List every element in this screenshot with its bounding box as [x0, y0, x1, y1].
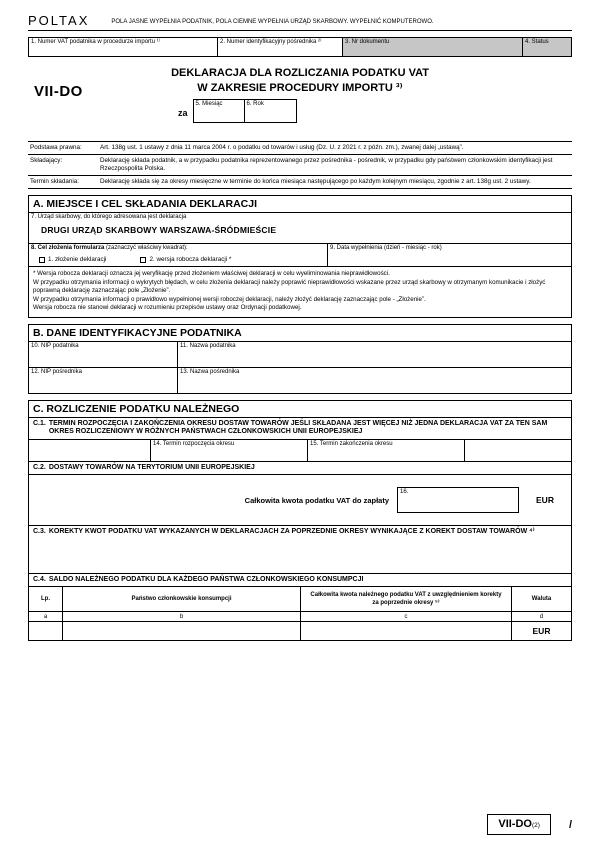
header-fields-row — [28, 37, 572, 57]
form-content — [28, 14, 572, 641]
period-za-label: za — [178, 108, 188, 118]
poltax-logo: POLTAX — [28, 13, 90, 28]
legal-info-block — [28, 141, 572, 189]
header-currency: Waluta — [531, 596, 552, 602]
form-symbol: VII-DO — [34, 83, 83, 100]
subsection-c2-title — [29, 462, 571, 476]
form-title-line1: DEKLARACJA DLA ROZLICZANIA PODATKU VAT — [171, 67, 429, 79]
subsection-c2 — [28, 461, 572, 527]
subsection-c2-number: C.2. — [33, 463, 46, 471]
row-taxpayer — [28, 341, 572, 368]
legal-row-filer-text: Deklarację składa podatnik, a w przypadku podatnika reprezentowanego przez pośrednika - pośrednik, w przypadku gdy państwem członkowskim identyfikacji jest Rzeczpospolita Polska. — [100, 157, 553, 172]
subsection-c3-title — [29, 526, 571, 539]
footnote-line: Wersja robocza nie stanowi deklaracji w rozumieniu przepisów ustawy oraz Ordynacji podatkowej. — [33, 304, 302, 311]
field-tax-office-label: 7. Urząd skarbowy, do którego adresowana jest deklaracja — [31, 214, 187, 220]
field-taxpayer-name-label: 11. Nazwa podatnika — [180, 342, 236, 349]
footer-form-symbol: VII-DO — [498, 818, 532, 830]
section-a — [28, 195, 572, 318]
option-draft-declaration-label: 2. wersja robocza deklaracji * — [149, 256, 232, 263]
field-period-start-label: 14. Termin rozpoczęcia okresu — [153, 440, 235, 447]
corrections-blank-area — [29, 539, 571, 573]
field-vat-number[interactable] — [28, 37, 218, 57]
field-filing-purpose-label-line — [29, 244, 327, 253]
field-intermediary-id[interactable] — [218, 37, 343, 57]
section-c — [28, 400, 572, 642]
filing-purpose-options — [29, 253, 327, 263]
field-vat-number-label: 1. Numer VAT podatnika w procedurze importu ¹⁾ — [31, 39, 161, 45]
legal-row-deadline — [28, 175, 572, 188]
legal-row-basis-text: Art. 138g ust. 1 ustawy z dnia 11 marca 2004 r. o podatku od towarów i usług (Dz. U. z 2021 r. z późn. zm.), zwanej dalej „ustawą”. — [100, 144, 464, 151]
footnote-line: * Wersja robocza deklaracji oznacza jej weryfikację przed złożeniem właściwej deklaracji w celu wyeliminowania nieprawidłowości. — [33, 270, 390, 277]
column-letter: b — [63, 612, 301, 621]
total-vat-currency: EUR — [536, 495, 554, 505]
field-intermediary-name-label: 13. Nazwa pośrednika — [180, 368, 240, 375]
period-box — [193, 99, 297, 123]
period-row — [178, 99, 572, 123]
subsection-c3 — [28, 525, 572, 574]
draft-version-footnote — [28, 266, 572, 318]
legal-row-deadline-label: Termin składania: — [30, 178, 79, 185]
field-filing-purpose — [28, 243, 328, 267]
subsection-c1 — [28, 417, 572, 462]
section-c-header: C. ROZLICZENIE PODATKU NALEŻNEGO — [28, 400, 572, 418]
field-intermediary-id-label: 2. Numer identyfikacyjny pośrednika ²⁾ — [220, 39, 322, 45]
legal-row-filer-label: Składający: — [30, 157, 63, 164]
legal-row-deadline-text: Deklarację składa się za okresy miesięczne w terminie do końca miesiąca następującego po każdym kolejnym miesiącu, zgodnie z art. 138g ust. 2 ustawy. — [100, 178, 531, 185]
fill-instructions: POLA JASNE WYPEŁNIA PODATNIK, POLA CIEMNE WYPEŁNIA URZĄD SKARBOWY. WYPEŁNIĆ KOMPUTEROWO. — [111, 19, 434, 25]
form-version-box — [487, 814, 551, 835]
field-taxpayer-name[interactable] — [178, 341, 572, 368]
field-tax-office[interactable] — [28, 212, 572, 244]
column-letter: a — [29, 612, 63, 621]
cell-vat-amount[interactable] — [301, 622, 512, 640]
column-letter: d — [539, 613, 544, 620]
form-title-line2: W ZAKRESIE PROCEDURY IMPORTU ³⁾ — [197, 82, 403, 94]
field-total-vat-amount[interactable] — [397, 487, 519, 513]
option-declaration-submission-label: 1. złożenie deklaracji — [48, 256, 107, 263]
field-year-label: 6. Rok — [246, 101, 264, 107]
subsection-c4-text: SALDO NALEŻNEGO PODATKU DLA KAŻDEGO PAŃSTWA CZŁONKOWSKIEGO KONSUMPCJI — [48, 575, 364, 583]
field-tax-office-value: DRUGI URZĄD SKARBOWY WARSZAWA-ŚRÓDMIEŚCIE — [41, 225, 277, 235]
legal-row-filer — [28, 154, 572, 175]
subsection-c4 — [28, 573, 572, 642]
spacer-cell — [465, 440, 571, 461]
field-intermediary-name[interactable] — [178, 367, 572, 394]
field-filing-purpose-label: 8. Cel złożenia formularza — [31, 245, 105, 251]
section-a-header: A. MIEJSCE I CEL SKŁADANIA DEKLARACJI — [28, 195, 572, 213]
footer — [487, 814, 572, 835]
checkbox-icon[interactable] — [39, 257, 45, 263]
row-intermediary — [28, 367, 572, 394]
subsection-c1-title — [29, 418, 571, 439]
field-month-label: 5. Miesiąc — [195, 101, 223, 107]
header-member-state: Państwo członkowskie konsumpcji — [63, 587, 301, 611]
field-total-vat-amount-label: 16. — [400, 489, 409, 495]
option-declaration-submission[interactable] — [39, 256, 106, 263]
footer-page-separator: / — [568, 818, 572, 831]
field-year[interactable] — [245, 99, 297, 123]
cell-member-state[interactable] — [63, 622, 301, 640]
balance-table-header-row — [29, 587, 571, 611]
field-taxpayer-nip[interactable] — [28, 341, 178, 368]
subsection-c1-text: TERMIN ROZPOCZĘCIA I ZAKOŃCZENIA OKRESU DOSTAW TOWARÓW JEŚLI SKŁADANA JEST WIĘCEJ NIŻ JEDNA DEKLARACJA VAT ZA TEN SAM OKRES ROZLICZENIOWY W RÓŻNYCH PAŃSTWACH CZŁONKOWSKICH UNII EUROPEJSKIEJ — [48, 419, 548, 435]
balance-table — [29, 587, 571, 640]
subsection-c4-title — [29, 574, 571, 588]
spacer-cell — [29, 440, 151, 461]
field-taxpayer-nip-label: 10. NIP podatnika — [31, 342, 79, 349]
subsection-c2-text: DOSTAWY TOWARÓW NA TERYTORIUM UNII EUROPEJSKIEJ — [48, 463, 255, 471]
field-intermediary-nip-label: 12. NIP pośrednika — [31, 368, 82, 375]
balance-table-data-row — [29, 621, 571, 640]
subsection-c3-number: C.3. — [33, 528, 46, 535]
footer-form-version: (2) — [531, 822, 540, 829]
footnote-line: W przypadku otrzymania informacji o wykrytych błędach, w celu złożenia deklaracji należy poprawić nieprawidłowości wskazane przez urząd skarbowy w otrzymanym komunikacie i złożyć poprawną deklarację zaznaczając pole „Złożenie”. — [33, 278, 546, 294]
field-document-number-label: 3. Nr dokumentu — [345, 39, 390, 45]
subsection-c1-number: C.1. — [33, 419, 46, 427]
title-area — [28, 67, 572, 139]
field-intermediary-nip[interactable] — [28, 367, 178, 394]
field-period-end[interactable] — [308, 440, 465, 461]
field-fill-date-label: 9. Data wypełnienia (dzień - miesiąc - rok) — [330, 245, 442, 251]
legal-row-basis-label: Podstawa prawna: — [30, 144, 82, 151]
field-fill-date[interactable] — [328, 243, 572, 267]
checkbox-icon[interactable] — [140, 257, 146, 263]
section-b — [28, 324, 572, 394]
cell-lp[interactable] — [29, 622, 63, 640]
field-month[interactable] — [193, 99, 245, 123]
field-filing-purpose-hint: (zaznaczyć właściwy kwadrat): — [106, 245, 188, 251]
field-status-label: 4. Status — [525, 39, 549, 45]
footnote-line: W przypadku otrzymania informacji o prawidłowo wypełnionej wersji roboczej deklaracji, należy złożyć deklarację zaznaczając pole - „Złożenie”. — [33, 295, 426, 303]
field-status — [523, 37, 572, 57]
legal-row-basis — [28, 142, 572, 154]
field-document-number — [343, 37, 523, 57]
field-period-start[interactable] — [151, 440, 308, 461]
total-vat-row — [29, 475, 571, 525]
section-b-header: B. DANE IDENTYFIKACYJNE PODATNIKA — [28, 324, 572, 342]
row-purpose-and-date — [28, 243, 572, 267]
balance-table-letters-row — [29, 611, 571, 621]
top-bar — [28, 14, 572, 31]
subsection-c3-text: KOREKTY KWOT PODATKU VAT WYKAZANYCH W DEKLARACJACH ZA POPRZEDNIE OKRESY WYNIKAJĄCE Z KOREKT DOSTAW TOWARÓW ⁴⁾ — [48, 528, 535, 535]
total-vat-label: Całkowita kwota podatku VAT do zapłaty — [244, 495, 389, 505]
field-period-end-label: 15. Termin zakończenia okresu — [310, 440, 393, 447]
period-start-end-row — [29, 439, 571, 461]
subsection-c4-number: C.4. — [33, 575, 46, 583]
cell-currency: EUR — [532, 626, 551, 636]
option-draft-declaration[interactable] — [140, 256, 231, 263]
header-vat-amount: Całkowita kwota należnego podatku VAT z uwzględnieniem korekty za poprzednie okresy ⁵⁾ — [301, 587, 512, 611]
column-letter: c — [301, 612, 512, 621]
header-lp: Lp. — [29, 587, 63, 611]
